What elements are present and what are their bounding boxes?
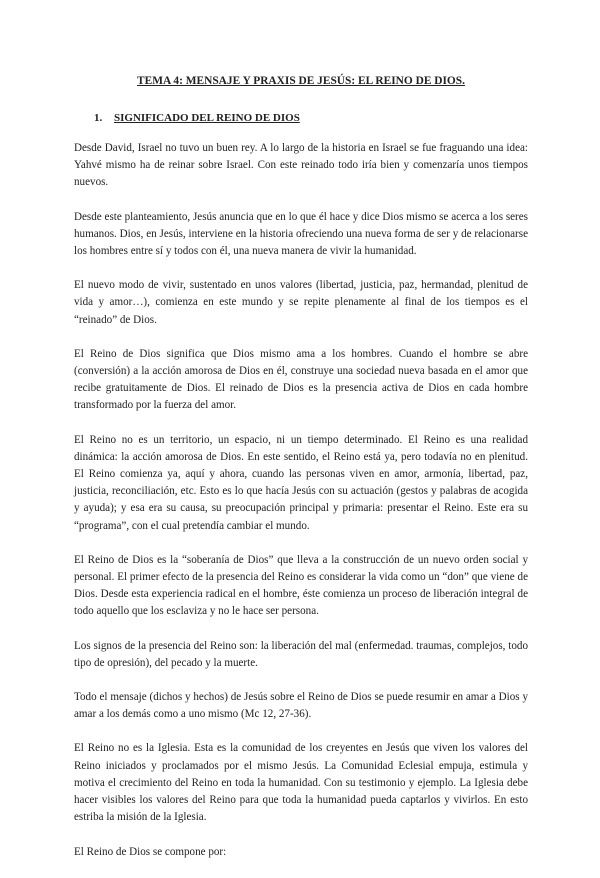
section-heading-label: SIGNIFICADO DEL REINO DE DIOS [114, 112, 300, 124]
document-page [74, 74, 528, 878]
paragraph-7: Los signos de la presencia del Reino son: la liberación del mal (enfermedad. traumas, complejos, todo tipo de opresión), del pecado y la muerte. [74, 639, 528, 669]
paragraph-1: Desde David, Israel no tuvo un buen rey. A lo largo de la historia en Israel se fue fraguando una idea: Yahvé mismo ha de reinar sobre Israel. Con este reinado todo iría bien y comenzaría unos tiempos nuevos. [74, 142, 528, 189]
paragraph-4: El Reino de Dios significa que Dios mismo ama a los hombres. Cuando el hombre se abre (conversión) a la acción amorosa de Dios en él, construye una sociedad nueva basada en el amor que recibe gratuitamente de Dios. El reinado de Dios es la presencia activa de Dios en cada hombre transformado por la fuerza del amor. [74, 347, 528, 412]
paragraph-9: El Reino no es la Iglesia. Esta es la comunidad de los creyentes en Jesús que viven los valores del Reino iniciados y proclamados por el mismo Jesús. La Comunidad Eclesial empuja, estimula y motiva el crecimiento del Reino en toda la humanidad. Con su testimonio y ejemplo. La Iglesia debe hacer visibles los valores del Reino para que toda la humanidad pueda captarlos y vivirlos. En esto estriba la misión de la Iglesia. [74, 742, 528, 824]
paragraph-2: Desde este planteamiento, Jesús anuncia que en lo que él hace y dice Dios mismo se acerca a los seres humanos. Dios, en Jesús, interviene en la historia ofreciendo una nueva forma de ser y de relacionarse los hombres entre sí y todos con él, una nueva manera de vivir la humanidad. [74, 210, 528, 258]
paragraph-10: El Reino de Dios se compone por: [74, 845, 227, 858]
section-number: 1. [94, 112, 103, 124]
paragraph-3: El nuevo modo de vivir, sustentado en unos valores (libertad, justicia, paz, hermandad, plenitud de vida y amor…), comienza en este mundo y se repite plenamente al final de los tiempos es el “reinado” de Dios. [74, 279, 528, 326]
document-title: TEMA 4: MENSAJE Y PRAXIS DE JESÚS: EL REINO DE DIOS. [137, 75, 465, 87]
paragraph-8: Todo el mensaje (dichos y hechos) de Jesús sobre el Reino de Dios se puede resumir en amar a Dios y amar a los demás como a uno mismo (Mc 12, 27-36). [74, 691, 528, 721]
paragraph-6: El Reino de Dios es la “soberanía de Dios” que lleva a la construcción de un nuevo orden social y personal. El primer efecto de la presencia del Reino es considerar la vida como un “don” que viene de Dios. Desde esta experiencia radical en el hombre, éste comienza un proceso de liberación integral de todo aquello que los esclaviza y no le hace ser persona. [74, 553, 528, 618]
paragraph-5: El Reino no es un territorio, un espacio, ni un tiempo determinado. El Reino es una realidad dinámica: la acción amorosa de Dios. En este sentido, el Reino está ya, pero todavía no en plenitud. El Reino comienza ya, aquí y ahora, cuando las personas viven en amor, armonía, libertad, paz, justicia, reconciliación, etc. Esto es lo que hacía Jesús con su actuación (gestos y palabras de acogida y ayuda); y esa era su causa, su preocupación principal y primaria: presentar el Reino. Este era su “programa”, con el cual pretendía cambiar el mundo. [74, 433, 528, 532]
section-heading [94, 111, 528, 125]
